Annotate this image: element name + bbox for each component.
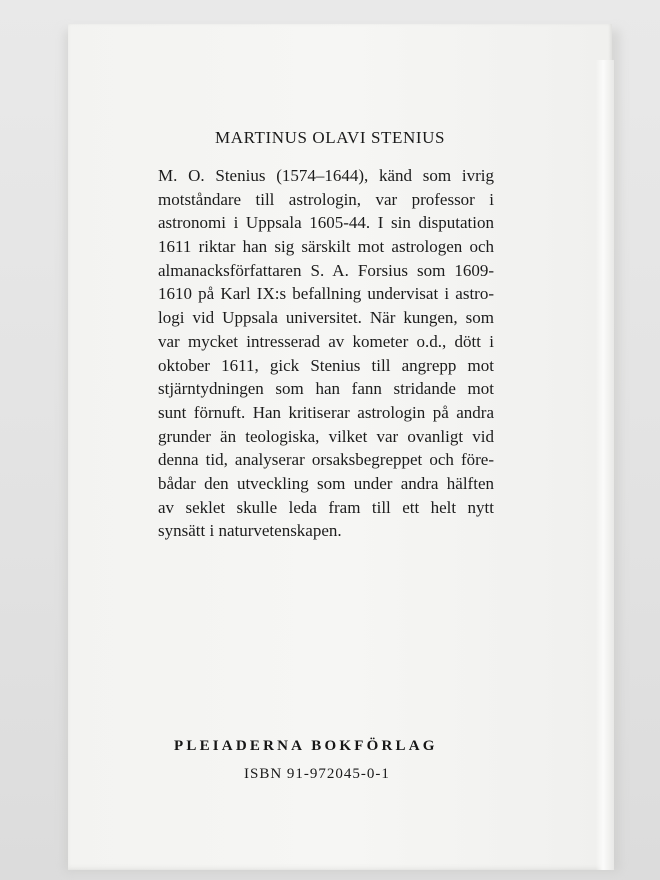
description-line: denna tid, analyserar orsaksbegreppet och före- [158, 450, 494, 470]
description-line: sunt förnuft. Han kritiserar astrologin på andra [158, 402, 494, 422]
description-line: almanacksförfattaren S. A. Forsius som 1609- [158, 260, 494, 280]
description-line: synsätt i naturvetenskapen. [158, 521, 342, 541]
description-line: av seklet skulle leda fram till ett helt nytt [158, 497, 494, 517]
description-line: grunder än teologiska, vilket var ovanligt vid [158, 426, 494, 446]
isbn-number: ISBN 91-972045-0-1 [244, 766, 390, 782]
description-line: stjärntydningen som han fann stridande mot [158, 379, 494, 399]
description-line: astronomi i Uppsala 1605-44. I sin disputation [158, 213, 494, 233]
publisher-name: PLEIADERNA BOKFÖRLAG [174, 738, 438, 754]
description-line: logi vid Uppsala universitet. När kungen, som [158, 308, 494, 328]
description-line: 1611 riktar han sig särskilt mot astrologen och [158, 237, 494, 257]
description-line: var mycket intresserad av kometer o.d., dött i [158, 331, 494, 351]
cover-title: MARTINUS OLAVI STENIUS [215, 128, 446, 147]
description-line: oktober 1611, gick Stenius till angrepp mot [158, 355, 494, 375]
cover-edge [596, 60, 614, 870]
description-line: motståndare till astrologin, var professor i [158, 189, 494, 209]
description-line: 1610 på Karl IX:s befallning undervisat i astro- [158, 284, 494, 304]
cover-description [158, 164, 494, 543]
description-line: M. O. Stenius (1574–1644), känd som ivrig [158, 166, 494, 185]
description-line: bådar den utveckling som under andra hälften [158, 473, 494, 493]
